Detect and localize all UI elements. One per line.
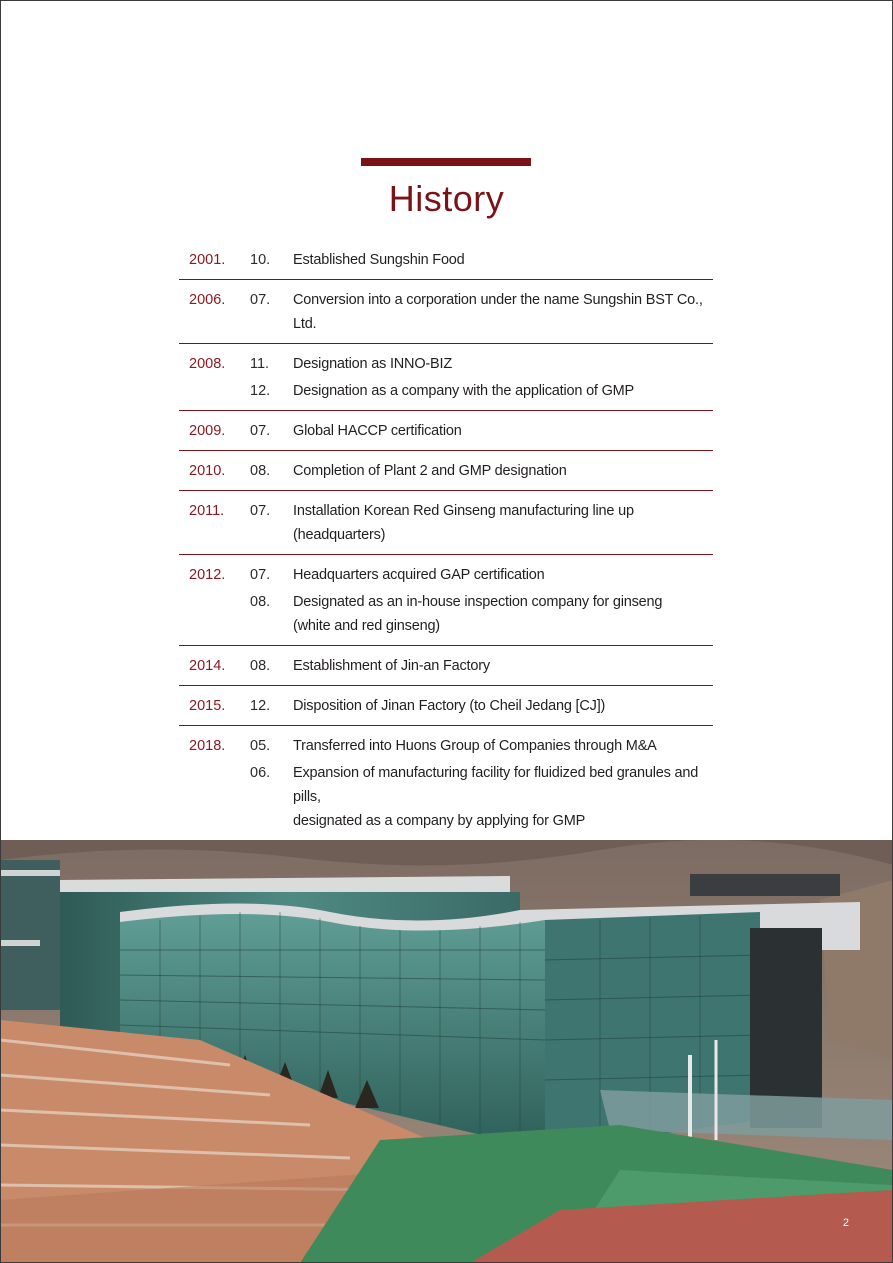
timeline-description: Installation Korean Red Ginseng manufacturing line up (headquarters) [293,503,634,543]
timeline-entry [179,352,713,376]
timeline-year: 2006. [189,292,226,308]
timeline-description: Designated as an in-house inspection company for ginseng (white and red ginseng) [293,594,663,634]
timeline-entry [179,761,713,833]
timeline-month: 08. [250,658,271,674]
page-title: History [388,178,505,219]
timeline-entry [179,288,713,336]
timeline-year: 2018. [189,738,226,754]
timeline-entry [179,563,713,587]
timeline-entry [179,734,713,758]
timeline-year-group [179,491,713,555]
timeline-description: Establishment of Jin-an Factory [293,658,490,674]
timeline-month: 12. [250,383,271,399]
timeline-year: 2014. [189,658,226,674]
timeline-description: Expansion of manufacturing facility for fluidized bed granules and pills, designated as a company by applying for GMP [293,765,699,829]
timeline-year-group [179,726,713,841]
timeline-year-group [179,344,713,411]
timeline-description: Global HACCP certification [293,423,462,439]
timeline-month: 07. [250,292,271,308]
timeline-entry [179,590,713,638]
timeline-description: Designation as INNO-BIZ [293,356,452,372]
timeline-entry [179,248,713,272]
timeline-year: 2008. [189,356,226,372]
timeline-year-group [179,240,713,280]
timeline-description: Conversion into a corporation under the name Sungshin BST Co., Ltd. [293,292,703,332]
timeline-year-group [179,280,713,344]
timeline-year-group [179,646,713,686]
timeline-description: Completion of Plant 2 and GMP designation [293,463,567,479]
history-timeline [179,240,713,907]
building-photo [0,840,893,1263]
timeline-year-group [179,686,713,726]
timeline-month: 08. [250,463,271,479]
timeline-year: 2011. [189,503,225,519]
timeline-month: 07. [250,567,271,583]
timeline-year: 2009. [189,423,226,439]
timeline-month: 07. [250,503,271,519]
timeline-year: 2010. [189,463,226,479]
timeline-year: 2001. [189,252,226,268]
timeline-month: 10. [250,252,271,268]
timeline-month: 08. [250,594,271,610]
timeline-entry [179,379,713,403]
timeline-month: 05. [250,738,271,754]
title-accent-bar [361,158,531,166]
timeline-year-group [179,451,713,491]
timeline-description: Established Sungshin Food [293,252,465,268]
timeline-year-group [179,555,713,646]
timeline-entry [179,499,713,547]
timeline-year-group [179,411,713,451]
timeline-description: Headquarters acquired GAP certification [293,567,545,583]
timeline-entry [179,654,713,678]
timeline-month: 12. [250,698,271,714]
timeline-month: 06. [250,765,271,781]
timeline-description: Transferred into Huons Group of Companies through M&A [293,738,657,754]
timeline-description: Designation as a company with the application of GMP [293,383,635,399]
timeline-year: 2015. [189,698,226,714]
page-number: 2 [842,1217,849,1229]
timeline-description: Disposition of Jinan Factory (to Cheil Jedang [CJ]) [293,698,606,714]
timeline-month: 11. [250,356,270,372]
timeline-entry [179,459,713,483]
timeline-year: 2012. [189,567,226,583]
timeline-month: 07. [250,423,271,439]
timeline-entry [179,694,713,718]
timeline-entry [179,419,713,443]
